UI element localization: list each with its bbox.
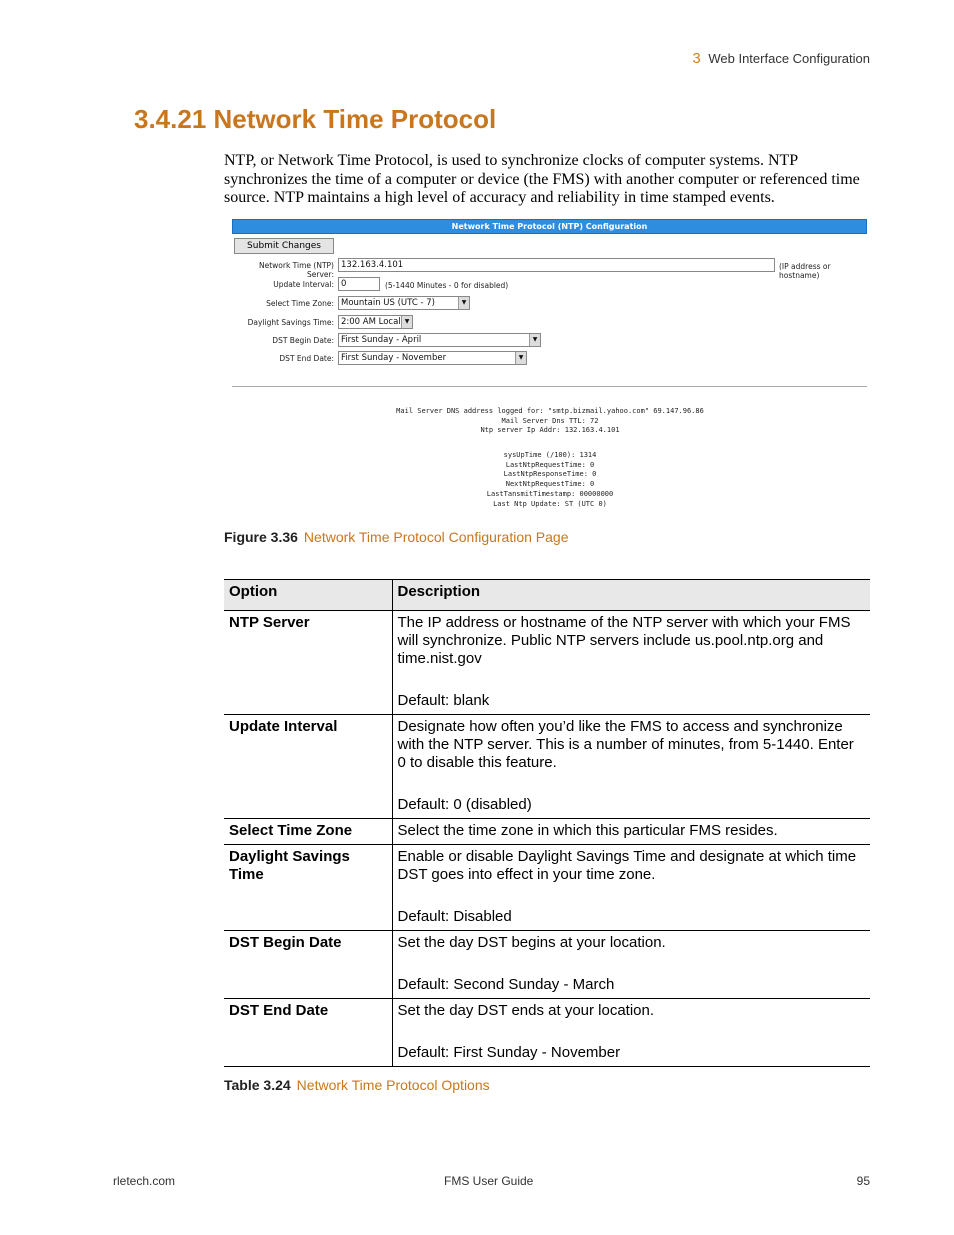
option-description [392, 715, 870, 819]
chevron-down-icon: ▼ [515, 352, 526, 364]
status-line: sysUpTime (/100): 1314 [503, 451, 597, 459]
status-line: LastNtpRequestTime: 0 [505, 460, 595, 469]
chevron-down-icon: ▼ [401, 316, 412, 328]
dst-begin-label: DST Begin Date: [272, 336, 334, 345]
option-name: DST End Date [224, 999, 392, 1067]
chapter-number: 3 [692, 50, 701, 67]
table-header-row [224, 580, 870, 611]
chapter-title: Web Interface Configuration [708, 51, 870, 66]
option-name: Update Interval [224, 715, 392, 819]
table-caption-text: Network Time Protocol Options [296, 1077, 490, 1093]
time-zone-select[interactable] [338, 296, 470, 310]
page-number: 95 [856, 1174, 870, 1188]
description-text: Set the day DST ends at your location. [397, 1002, 655, 1019]
status-line: Last Ntp Update: ST (UTC 0) [493, 499, 607, 508]
description-text: The IP address or hostname of the NTP server with which your FMS will synchronize. Public NTP servers include us.pool.ntp.org and time.nist.gov [397, 614, 851, 667]
footer-doc-title: FMS User Guide [444, 1174, 534, 1188]
divider [232, 386, 867, 387]
update-interval-input[interactable]: 0 [338, 277, 380, 291]
default-value: Default: 0 (disabled) [397, 796, 532, 813]
ntp-server-hint: (IP address or hostname) [779, 262, 831, 280]
table-row [224, 819, 870, 845]
figure-label: Figure 3.36 [224, 529, 298, 545]
options-table [224, 579, 870, 1067]
running-header [692, 50, 870, 67]
dst-label: Daylight Savings Time: [247, 318, 334, 327]
table-row [224, 999, 870, 1067]
time-zone-label: Select Time Zone: [266, 299, 334, 308]
dst-end-label: DST End Date: [279, 354, 334, 363]
table-row [224, 845, 870, 931]
chevron-down-icon: ▼ [529, 334, 540, 346]
submit-changes-button[interactable]: Submit Changes [234, 238, 334, 254]
ntp-server-input[interactable]: 132.163.4.101 [338, 258, 775, 272]
description-text: Enable or disable Daylight Savings Time and designate at which time DST goes into effect in your time zone. [397, 848, 857, 883]
ntp-config-screenshot [232, 219, 868, 514]
status-line: Ntp server Ip Addr: 132.163.4.101 [480, 426, 620, 435]
option-name: Daylight Savings Time [224, 845, 392, 931]
section-title: 3.4.21 Network Time Protocol [134, 104, 497, 134]
option-name: Select Time Zone [224, 819, 392, 845]
default-value: Default: First Sunday - November [397, 1044, 621, 1061]
chevron-down-icon: ▼ [458, 297, 469, 309]
footer-website: rletech.com [113, 1174, 176, 1188]
table-caption [224, 1077, 490, 1093]
option-description [392, 611, 870, 715]
status-line: Mail Server Dns TTL: 72 [501, 416, 599, 425]
dst-select[interactable] [338, 315, 413, 329]
status-line: Mail Server DNS address logged for: "smtp.bizmail.yahoo.com" 69.147.96.86 [396, 407, 704, 415]
default-value: Default: Disabled [397, 908, 512, 925]
mail-server-status [232, 407, 868, 436]
status-line: LastTansmitTimestamp: 00000000 [486, 489, 614, 498]
column-header-description: Description [392, 580, 870, 611]
ntp-status [232, 451, 868, 509]
figure-caption-text: Network Time Protocol Configuration Page [303, 529, 569, 545]
description-text: Designate how often you’d like the FMS to access and synchronize with the NTP server. This is a number of minutes, from 5-1440. Enter 0 to disable this feature. [397, 718, 854, 771]
dst-begin-value: First Sunday - April [341, 335, 422, 345]
table-row [224, 931, 870, 999]
update-interval-hint: (5-1440 Minutes - 0 for disabled) [385, 281, 509, 290]
figure-caption [224, 529, 569, 545]
table-label: Table 3.24 [224, 1077, 291, 1093]
dst-end-select[interactable] [338, 351, 527, 365]
default-value: Default: Second Sunday - March [397, 976, 615, 993]
status-line: LastNtpResponseTime: 0 [503, 470, 597, 479]
option-description [392, 999, 870, 1067]
option-name: NTP Server [224, 611, 392, 715]
option-name: DST Begin Date [224, 931, 392, 999]
ntp-server-label: Network Time (NTP) Server: [258, 261, 334, 279]
dst-value: 2:00 AM Local [341, 317, 401, 327]
status-line: NextNtpRequestTime: 0 [505, 480, 595, 489]
option-description [392, 845, 870, 931]
table-row [224, 715, 870, 819]
table-row [224, 611, 870, 715]
option-description [392, 931, 870, 999]
column-header-option: Option [224, 580, 392, 611]
default-value: Default: blank [397, 692, 490, 709]
intro-paragraph: NTP, or Network Time Protocol, is used to synchronize clocks of computer systems. NTP synchronizes the time of a computer or device (the FMS) with another computer or referenced time source. NTP maintains a high level of accuracy and reliability in time stamped events. [224, 152, 860, 206]
config-title-bar: Network Time Protocol (NTP) Configuration [232, 219, 867, 234]
description-text: Select the time zone in which this particular FMS resides. [397, 822, 778, 839]
option-description [392, 819, 870, 845]
dst-end-value: First Sunday - November [341, 353, 447, 363]
update-interval-label: Update Interval: [273, 280, 334, 289]
description-text: Set the day DST begins at your location. [397, 934, 666, 951]
time-zone-value: Mountain US (UTC - 7) [341, 298, 435, 308]
dst-begin-select[interactable] [338, 333, 541, 347]
